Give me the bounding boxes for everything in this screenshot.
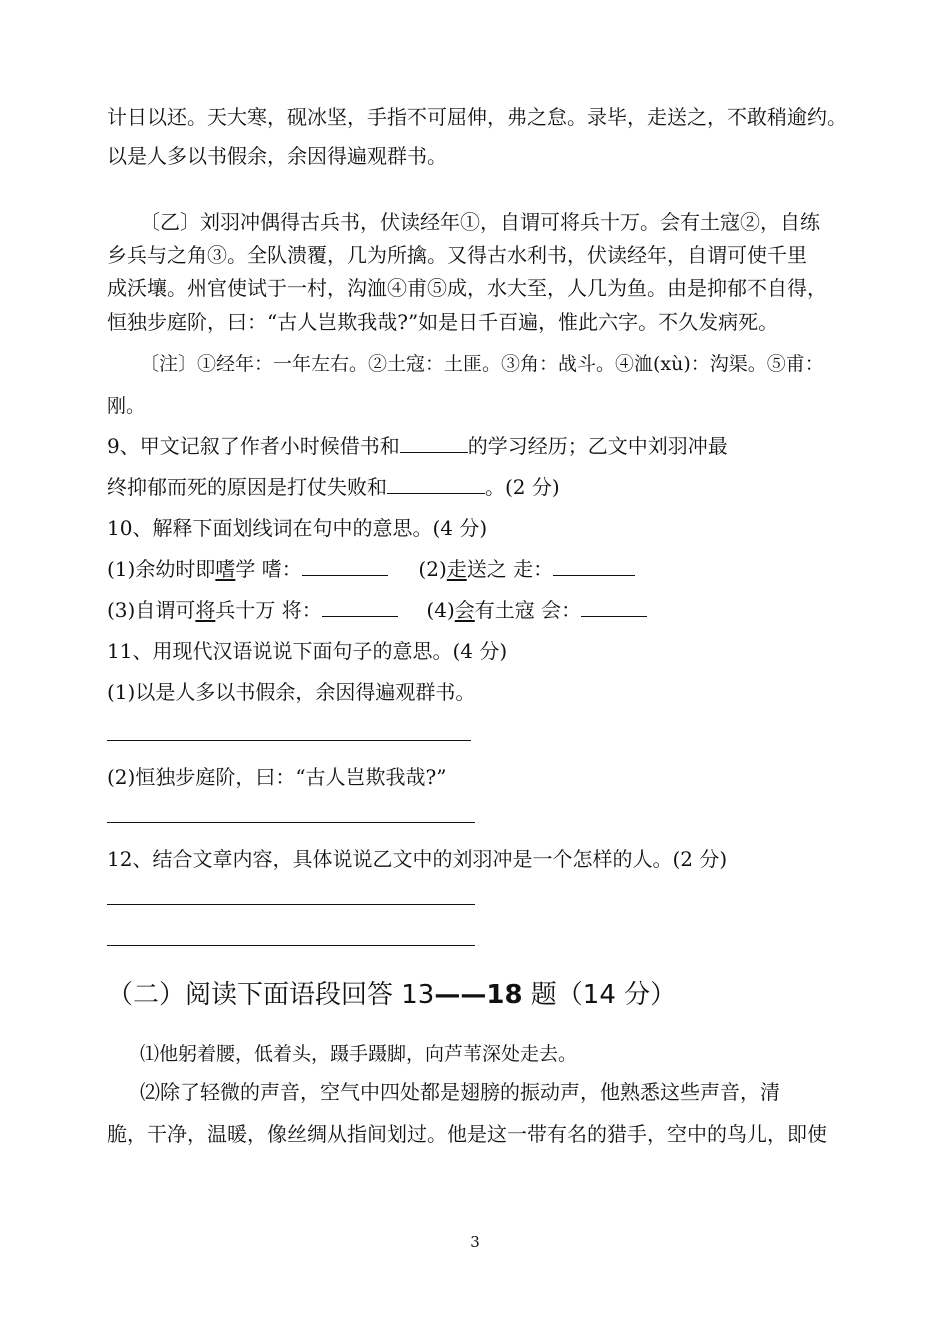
q10-a-post: 学 嗜： xyxy=(235,557,302,581)
q9-blank-1[interactable] xyxy=(400,432,468,453)
q9-text-2: 的学习经历；乙文中刘羽冲最 xyxy=(467,434,728,458)
page-number: 3 xyxy=(470,1233,480,1251)
yi-note-2: 刚。 xyxy=(107,395,146,417)
q10-d-blank[interactable] xyxy=(581,596,647,617)
yi-line-4: 恒独步庭阶，曰：“古人岂欺我哉?”如是日千百遍，惟此六字。不久发病死。 xyxy=(107,310,779,334)
q10-a-word: 嗜 xyxy=(215,557,236,581)
question-11-title: 11、用现代汉语说说下面句子的意思。(4 分) xyxy=(107,639,508,663)
q12-answer-line-2[interactable] xyxy=(107,945,475,946)
q10-a-blank[interactable] xyxy=(302,555,388,576)
q10-b-blank[interactable] xyxy=(553,555,635,576)
q10-a-pre: (1)余幼时即 xyxy=(107,557,216,581)
q12-answer-line-1[interactable] xyxy=(107,904,475,905)
q10-b-post: 送之 走： xyxy=(466,557,554,581)
q10-c-word: 将 xyxy=(195,598,216,622)
section-2-paragraph-1: ⑴他躬着腰，低着头，蹑手蹑脚，向芦苇深处走去。 xyxy=(140,1043,578,1065)
section-2-heading xyxy=(107,978,676,1012)
yi-line-1: 〔乙〕刘羽冲偶得古兵书，伏读经年①，自谓可将兵十万。会有土寇②，自练 xyxy=(140,210,820,234)
question-9-line-2 xyxy=(107,473,560,501)
q10-d-word: 会 xyxy=(454,598,475,622)
q10-c-pre: (3)自谓可 xyxy=(107,598,196,622)
q9-text-1: 9、甲文记叙了作者小时候借书和 xyxy=(107,434,400,458)
yi-line-3: 成沃壤。州官使试于一村，沟洫④甫⑤成，水大至，人几为鱼。由是抑郁不自得， xyxy=(107,276,827,300)
question-10-title: 10、解释下面划线词在句中的意思。(4 分) xyxy=(107,516,488,540)
q10-d-post: 有土寇 会： xyxy=(474,598,582,622)
yi-note-1: 〔注〕①经年：一年左右。②土寇：土匪。③角：战斗。④洫(xù)：沟渠。⑤甫： xyxy=(140,353,824,375)
question-10-row-2 xyxy=(107,596,647,624)
question-11-sentence-2: (2)恒独步庭阶，曰：“古人岂欺我哉?” xyxy=(107,765,447,789)
section-2-paragraph-2-line-2: 脆，干净，温暖，像丝绸从指间划过。他是这一带有名的猎手，空中的鸟儿，即使 xyxy=(107,1122,827,1146)
q11-answer-line-2[interactable] xyxy=(107,822,475,823)
q10-b-word: 走 xyxy=(446,557,467,581)
section-2-heading-post: 题（14 分） xyxy=(522,980,677,1010)
question-9-line-1 xyxy=(107,432,728,460)
question-11-sentence-1: (1)以是人多以书假余，余因得遍观群书。 xyxy=(107,680,476,704)
q10-c-blank[interactable] xyxy=(322,596,398,617)
section-2-heading-bold: ——18 xyxy=(434,980,523,1010)
q9-text-3: 终抑郁而死的原因是打仗失败和 xyxy=(107,475,387,499)
q10-d-pre: (4) xyxy=(426,598,455,622)
q10-b-pre: (2) xyxy=(418,557,447,581)
yi-line-2: 乡兵与之角③。全队溃覆，几为所擒。又得古水利书，伏读经年，自谓可使千里 xyxy=(107,243,807,267)
q9-blank-2[interactable] xyxy=(387,473,485,494)
jia-tail-line-1: 计日以还。天大寒，砚冰坚，手指不可屈伸，弗之怠。录毕，走送之，不敢稍逾约。 xyxy=(107,105,847,129)
question-10-row-1 xyxy=(107,555,635,583)
q9-text-4: 。(2 分) xyxy=(485,475,560,499)
section-2-paragraph-2-line-1: ⑵除了轻微的声音，空气中四处都是翅膀的振动声，他熟悉这些声音，清 xyxy=(140,1080,780,1104)
section-2-heading-pre: （二）阅读下面语段回答 13 xyxy=(107,980,435,1010)
question-12-title: 12、结合文章内容，具体说说乙文中的刘羽冲是一个怎样的人。(2 分) xyxy=(107,847,728,871)
jia-tail-line-2: 以是人多以书假余，余因得遍观群书。 xyxy=(107,144,447,168)
q10-c-post: 兵十万 将： xyxy=(215,598,322,622)
q11-answer-line-1[interactable] xyxy=(107,740,471,741)
